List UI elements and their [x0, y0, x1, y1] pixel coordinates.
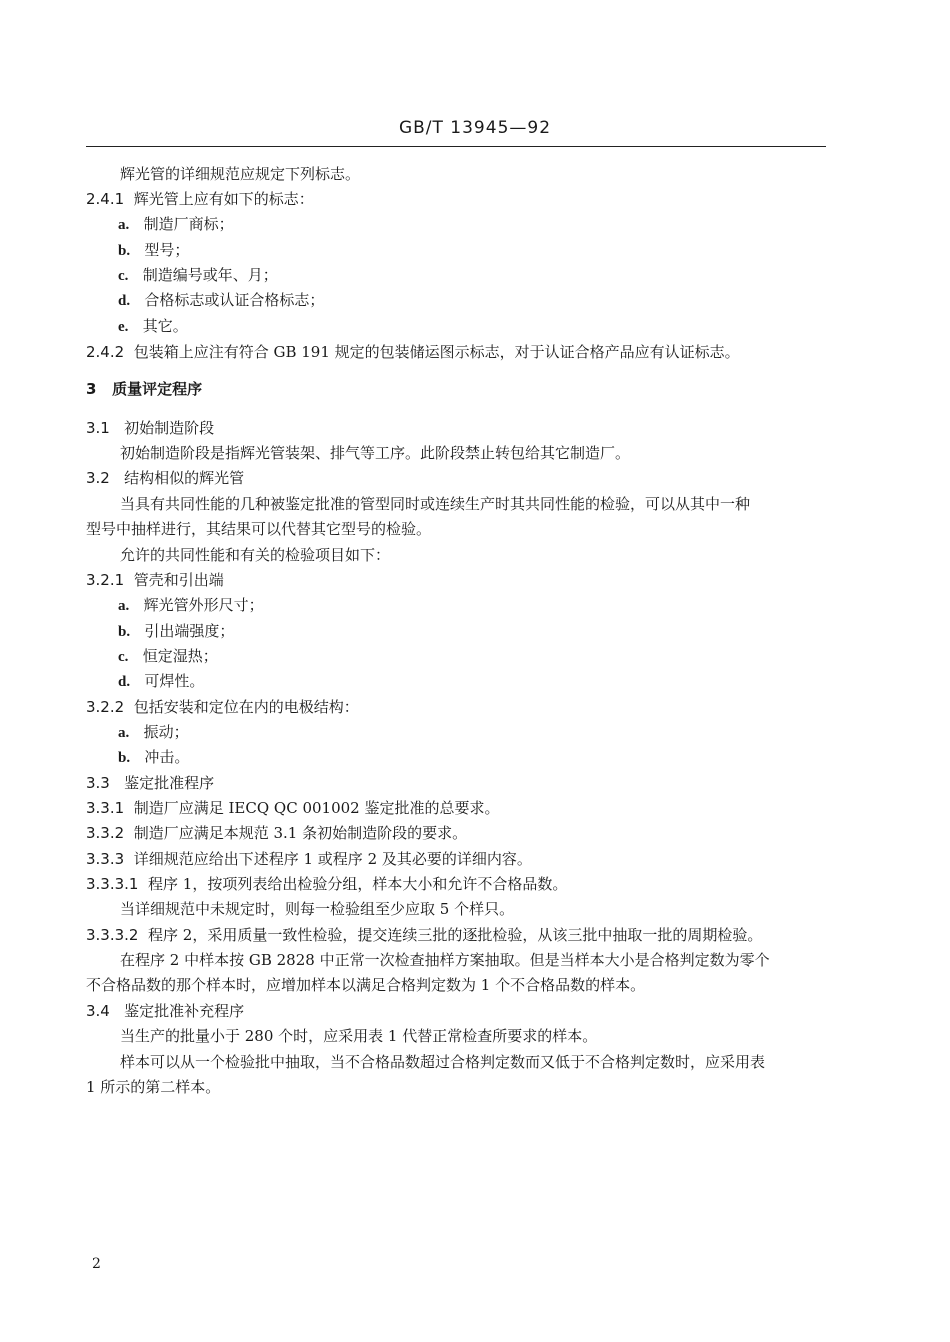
- section-heading-3: 3 质量评定程序: [86, 380, 203, 398]
- clause-3-1: 3.1 初始制造阶段: [86, 419, 215, 437]
- list-item: a. 振动；: [118, 723, 189, 741]
- clause-number: 2.4.2: [86, 343, 125, 361]
- clause-3-3-3-2: 3.3.3.2 程序 2，采用质量一致性检验，提交连续三批的逐批检验，从该三批中抽取一批的周期检验。: [86, 926, 763, 944]
- list-item: c. 恒定湿热；: [118, 647, 218, 665]
- text-line: 在程序 2 中样本按 GB 2828 中正常一次检查抽样方案抽取。但是当样本大小是合格判定数为零个: [120, 951, 770, 969]
- list-item: b. 引出端强度；: [118, 622, 235, 640]
- clause-3-2: 3.2 结构相似的辉光管: [86, 469, 245, 487]
- clause-3-3-1: 3.3.1 制造厂应满足 IECQ QC 001002 鉴定批准的总要求。: [86, 799, 500, 817]
- list-item: e. 其它。: [118, 317, 188, 335]
- clause-3-2-2: 3.2.2 包括安装和定位在内的电极结构：: [86, 698, 359, 716]
- text-line: 型号中抽样进行，其结果可以代替其它型号的检验。: [86, 520, 432, 538]
- list-item: b. 冲击。: [118, 748, 190, 766]
- list-item: d. 可焊性。: [118, 672, 205, 690]
- clause-number: 2.4.1: [86, 190, 125, 208]
- list-item: b. 型号；: [118, 241, 190, 259]
- clause-3-2-1: 3.2.1 管壳和引出端: [86, 571, 224, 589]
- clause-3-3-3-1: 3.3.3.1 程序 1，按项列表给出检验分组，样本大小和允许不合格品数。: [86, 875, 568, 893]
- clause-3-3-3: 3.3.3 详细规范应给出下述程序 1 或程序 2 及其必要的详细内容。: [86, 850, 532, 868]
- text-line: 当详细规范中未规定时，则每一检验组至少应取 5 个样只。: [120, 900, 515, 918]
- clause-2-4-1: 2.4.1 辉光管上应有如下的标志：: [86, 190, 314, 208]
- clause-3-3: 3.3 鉴定批准程序: [86, 774, 215, 792]
- list-item: c. 制造编号或年、月；: [118, 266, 278, 284]
- clause-2-4-2: 2.4.2 包装箱上应注有符合 GB 191 规定的包装储运图示标志，对于认证合格产品应有认证标志。: [86, 343, 740, 361]
- list-item: a. 辉光管外形尺寸；: [118, 596, 264, 614]
- text-line: 允许的共同性能和有关的检验项目如下：: [120, 546, 391, 564]
- text-line: 不合格品数的那个样本时，应增加样本以满足合格判定数为 1 个不合格品数的样本。: [86, 976, 646, 994]
- text-line: 样本可以从一个检验批中抽取，当不合格品数超过合格判定数而又低于不合格判定数时，应采用表: [120, 1053, 766, 1071]
- text-line: 1 所示的第二样本。: [86, 1078, 221, 1096]
- list-item: a. 制造厂商标；: [118, 215, 234, 233]
- page-number: 2: [92, 1256, 101, 1272]
- list-item: d. 合格标志或认证合格标志；: [118, 291, 325, 309]
- header-rule: [86, 146, 826, 147]
- clause-3-3-2: 3.3.2 制造厂应满足本规范 3.1 条初始制造阶段的要求。: [86, 824, 468, 842]
- text-line: 当具有共同性能的几种被鉴定批准的管型同时或连续生产时其共同性能的检验，可以从其中一种: [120, 495, 751, 513]
- standard-number-header: GB/T 13945—92: [398, 118, 552, 138]
- text-line: 初始制造阶段是指辉光管装架、排气等工序。此阶段禁止转包给其它制造厂。: [120, 444, 631, 462]
- clause-3-4: 3.4 鉴定批准补充程序: [86, 1002, 245, 1020]
- text-line: 当生产的批量小于 280 个时，应采用表 1 代替正常检查所要求的样本。: [120, 1027, 598, 1045]
- text-line: 辉光管的详细规范应规定下列标志。: [120, 165, 361, 183]
